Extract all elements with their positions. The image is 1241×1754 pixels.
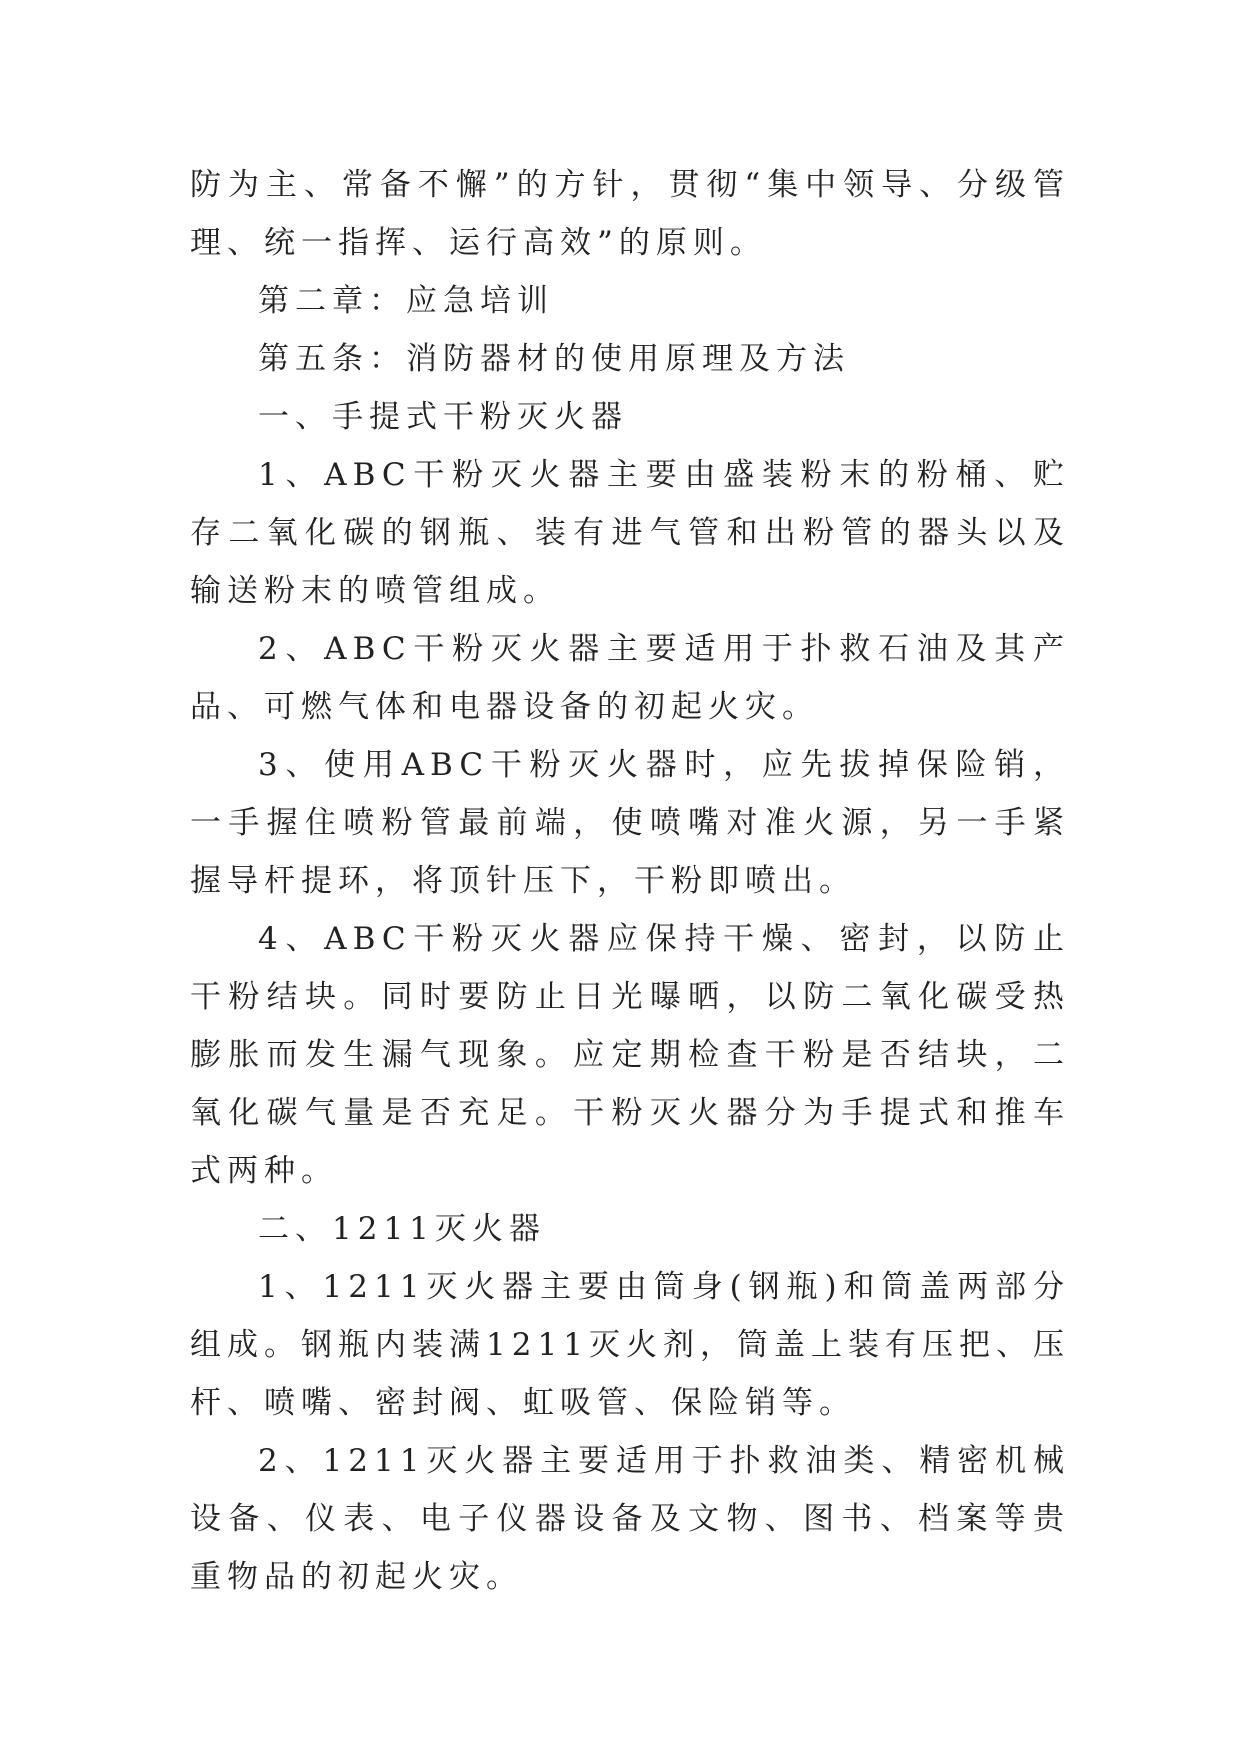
paragraph-dry-powder-usage-scope: 2、ABC干粉灭火器主要适用于扑救石油及其产品、可燃气体和电器设备的初起火灾。 (190, 631, 1070, 725)
document-body (190, 156, 1070, 1606)
section-heading-1211: 二、1211灭火器 (258, 1211, 546, 1247)
paragraph-1211-composition: 1、1211灭火器主要由筒身(钢瓶)和筒盖两部分组成。钢瓶内装满1211灭火剂，筒盖上装有压把、压杆、喷嘴、密封阀、虹吸管、保险销等。 (190, 1269, 1070, 1421)
section-heading-dry-powder: 一、手提式干粉灭火器 (258, 399, 628, 435)
paragraph-dry-powder-composition: 1、ABC干粉灭火器主要由盛装粉末的粉桶、贮存二氧化碳的钢瓶、装有进气管和出粉管的器头以及输送粉末的喷管组成。 (190, 457, 1070, 609)
paragraph-1211-usage-scope: 2、1211灭火器主要适用于扑救油类、精密机械设备、仪表、电子仪器设备及文物、图书、档案等贵重物品的初起火灾。 (190, 1443, 1070, 1595)
paragraph-policy-principle: 防为主、常备不懈”的方针，贯彻“集中领导、分级管理、统一指挥、运行高效”的原则。 (190, 167, 1070, 261)
paragraph-dry-powder-maintenance: 4、ABC干粉灭火器应保持干燥、密封，以防止干粉结块。同时要防止日光曝晒，以防二氧化碳受热膨胀而发生漏气现象。应定期检查干粉是否结块，二氧化碳气量是否充足。干粉灭火器分为手提式和推车式两种。 (190, 921, 1070, 1189)
paragraph-dry-powder-operation: 3、使用ABC干粉灭火器时，应先拔掉保险销，一手握住喷粉管最前端，使喷嘴对准火源，另一手紧握导杆提环，将顶针压下，干粉即喷出。 (190, 747, 1070, 899)
article-heading: 第五条：消防器材的使用原理及方法 (258, 341, 850, 377)
chapter-heading: 第二章：应急培训 (258, 283, 554, 319)
